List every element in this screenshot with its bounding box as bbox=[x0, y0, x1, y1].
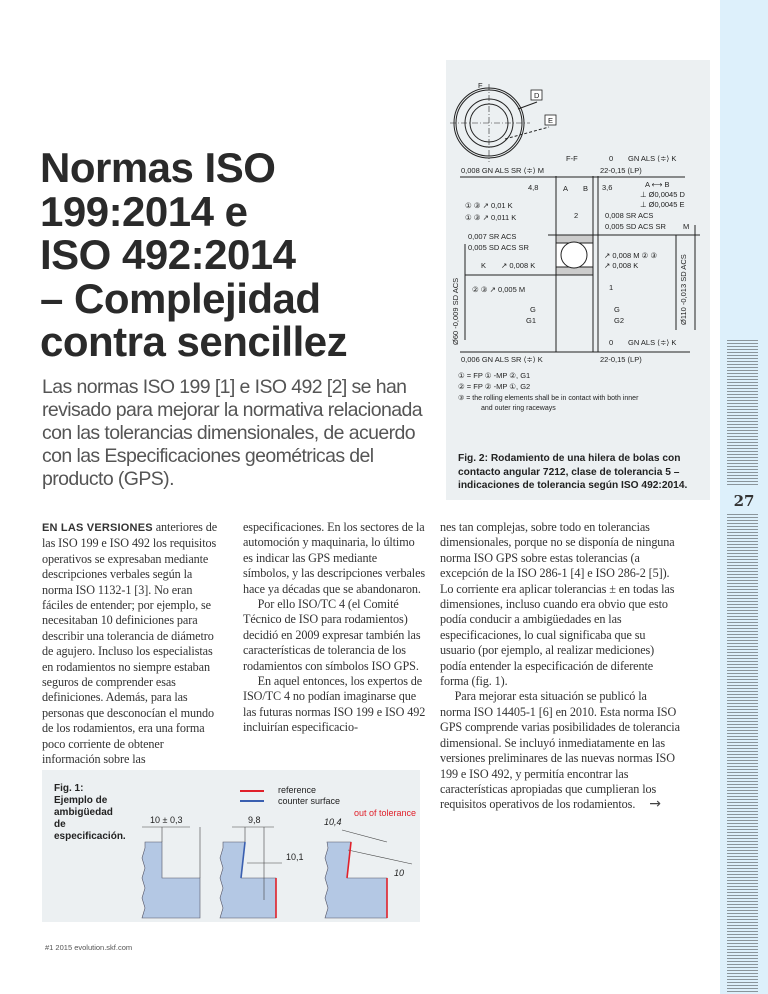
label: Ø110 -0,013 SD ACS bbox=[679, 254, 688, 325]
label: E bbox=[548, 116, 554, 125]
label: 0,005 SD ACS SR bbox=[605, 222, 666, 231]
label: 0,006 GN ALS SR ⟨≑⟩ K bbox=[461, 355, 543, 364]
label: ↗ 0,008 K bbox=[501, 261, 536, 270]
title-line: – Complejidad bbox=[40, 274, 321, 322]
ambiguity-drawing bbox=[42, 770, 420, 922]
page-title bbox=[40, 146, 347, 364]
legend-label: counter surface bbox=[278, 796, 341, 806]
figure-caption: Fig. 2: Rodamiento de una hilera de bolas con contacto angular 7212, clase de tolerancia 5 – indicaciones de tolerancia según ISO 492:2014. bbox=[458, 453, 688, 491]
label: ↗ 0,008 K bbox=[604, 261, 639, 270]
label: 3,6 bbox=[602, 183, 613, 192]
label: 0,008 SR ACS bbox=[605, 211, 654, 220]
body-column-3 bbox=[440, 520, 680, 813]
label: 0 bbox=[609, 154, 614, 163]
paragraph: Para mejorar esta situación se publicó la norma ISO 14405-1 [6] en 2010. Esta norma ISO GPS comprende varias posibilidades de tolerancia dimensional. Se incluyó inmediatamente en las versiones preliminares de las nuevas normas ISO 199 e ISO 492, y permitía encontrar las características apropiadas que cumplieran los requisitos operativos de los rodamientos. bbox=[440, 689, 680, 812]
continue-arrow-icon: → bbox=[649, 796, 661, 813]
lead-in: EN LAS VERSIONES bbox=[42, 522, 153, 534]
label: G bbox=[614, 305, 620, 314]
label: B bbox=[583, 184, 589, 193]
dimension-label: 10,1 bbox=[286, 852, 304, 862]
note: ① = FP ① -MP ②, G1 bbox=[458, 371, 531, 380]
label: ⊥ Ø0,0045 E bbox=[640, 200, 685, 209]
label: Ø60 -0,009 SD ACS bbox=[451, 277, 460, 345]
figure-2 bbox=[446, 60, 710, 500]
label: 4,8 bbox=[528, 183, 539, 192]
title-line: Normas ISO bbox=[40, 144, 276, 191]
label: 0,007 SR ACS bbox=[468, 232, 517, 241]
paragraph: especificaciones. En los sectores de la automoción y maquinaria, lo último es indicar las GPS mediante símbolos, y las descripciones verbales hace ya décadas que se abandonaron. bbox=[243, 520, 426, 596]
label: A ⟷ B bbox=[645, 180, 670, 189]
label: 22-0,15 (LP) bbox=[600, 355, 642, 364]
barcode-decoration bbox=[727, 514, 758, 994]
label: GN ALS ⟨≑⟩ K bbox=[628, 154, 677, 163]
label: F-F bbox=[566, 154, 578, 163]
title-line: contra sencillez bbox=[40, 318, 348, 365]
dimension-label: 10 bbox=[394, 868, 405, 878]
label: K bbox=[481, 261, 487, 270]
dimension-label: 9,8 bbox=[248, 815, 261, 825]
label: 1 bbox=[609, 283, 614, 292]
footer: #1 2015 evolution.skf.com bbox=[45, 943, 133, 952]
label: ↗ 0,008 M ② ③ bbox=[604, 251, 658, 260]
label: A bbox=[563, 184, 569, 193]
figure-1 bbox=[42, 770, 420, 922]
label: G1 bbox=[526, 316, 537, 325]
legend-label: reference bbox=[278, 785, 317, 795]
dimension-label: 10 ± 0,3 bbox=[150, 815, 183, 825]
note: ② = FP ② -MP ①, G2 bbox=[458, 382, 531, 391]
label: 0,005 SD ACS SR bbox=[468, 243, 529, 252]
figure-caption: Fig. 1: Ejemplo de ambigüedad de especificación. bbox=[54, 783, 126, 842]
paragraph: Por ello ISO/TC 4 (el Comité Técnico de ISO para rodamientos) decidió en 2009 expresar también las características de tolerancia de los rodamientos con símbolos ISO GPS. bbox=[243, 597, 421, 673]
label: ① ③ ↗ 0,01 K bbox=[465, 201, 513, 210]
label: ⊥ Ø0,0045 D bbox=[640, 190, 685, 199]
page-number: 27 bbox=[733, 492, 755, 510]
label: 0 bbox=[609, 338, 614, 347]
body-column-1 bbox=[42, 520, 225, 768]
label: 0,008 GN ALS SR ⟨≑⟩ M bbox=[461, 166, 545, 175]
body-column-2 bbox=[243, 520, 426, 736]
label: D bbox=[534, 91, 540, 100]
dimension-label: 10,4 bbox=[324, 817, 342, 827]
paragraph: nes tan complejas, sobre todo en tolerancias dimensionales, porque no se disponía de ninguna norma ISO GPS sobre estas tolerancias (a excepción de la ISO 286-1 [4] e ISO 286-2 [5]). Lo corriente era aplicar tolerancias ± en todas las dimensiones, incluso cuando era obvio que esto podía conducir a ambigüedades en las especificaciones, lo cual significaba que su usuario (por ejemplo, al realizar mediciones) podía entender la especificación de diferente forma (fig. 1). bbox=[440, 520, 675, 689]
paragraph: anteriores de las ISO 199 e ISO 492 los requisitos operativos se expresaban mediante descripciones verbales según la norma ISO 1132-1 [3]. No eran fáciles de entender; por ejemplo, se necesitaban 10 definiciones para describir una tolerancia de diámetro de agujero. Incluso los especialistas en rodamientos no siempre estaban seguros de comprender esas definiciones. Además, para las personas que desconocían el mundo de los rodamientos, era una forma poco corriente de obtener información sobre las bbox=[42, 520, 218, 767]
label: 22-0,15 (LP) bbox=[600, 166, 642, 175]
barcode-decoration bbox=[727, 340, 758, 485]
note: and outer ring raceways bbox=[481, 405, 556, 412]
label: F bbox=[478, 81, 483, 90]
label: M bbox=[683, 222, 690, 231]
title-line: 199:2014 e bbox=[40, 187, 248, 235]
label: ① ③ ↗ 0,011 K bbox=[465, 213, 517, 222]
label: 2 bbox=[574, 211, 579, 220]
out-of-tolerance-label: out of tolerance bbox=[354, 808, 417, 818]
bearing-drawing bbox=[446, 60, 710, 500]
label: GN ALS ⟨≑⟩ K bbox=[628, 338, 677, 347]
lead-paragraph: Las normas ISO 199 [1] e ISO 492 [2] se han revisado para mejorar la normativa relacionada con las tolerancias dimensionales, de acuerdo con las Especificaciones geométricas del producto (GPS). bbox=[42, 376, 422, 490]
label: G bbox=[530, 305, 536, 314]
label: ② ③ ↗ 0,005 M bbox=[472, 285, 526, 294]
paragraph: En aquel entonces, los expertos de ISO/TC 4 no podían imaginarse que las futuras normas ISO 199 e ISO 492 incluirían especificacio- bbox=[243, 674, 426, 735]
note: ③ = the rolling elements shall be in contact with both inner bbox=[458, 395, 639, 402]
label: G2 bbox=[614, 316, 625, 325]
title-line: ISO 492:2014 bbox=[40, 231, 296, 278]
